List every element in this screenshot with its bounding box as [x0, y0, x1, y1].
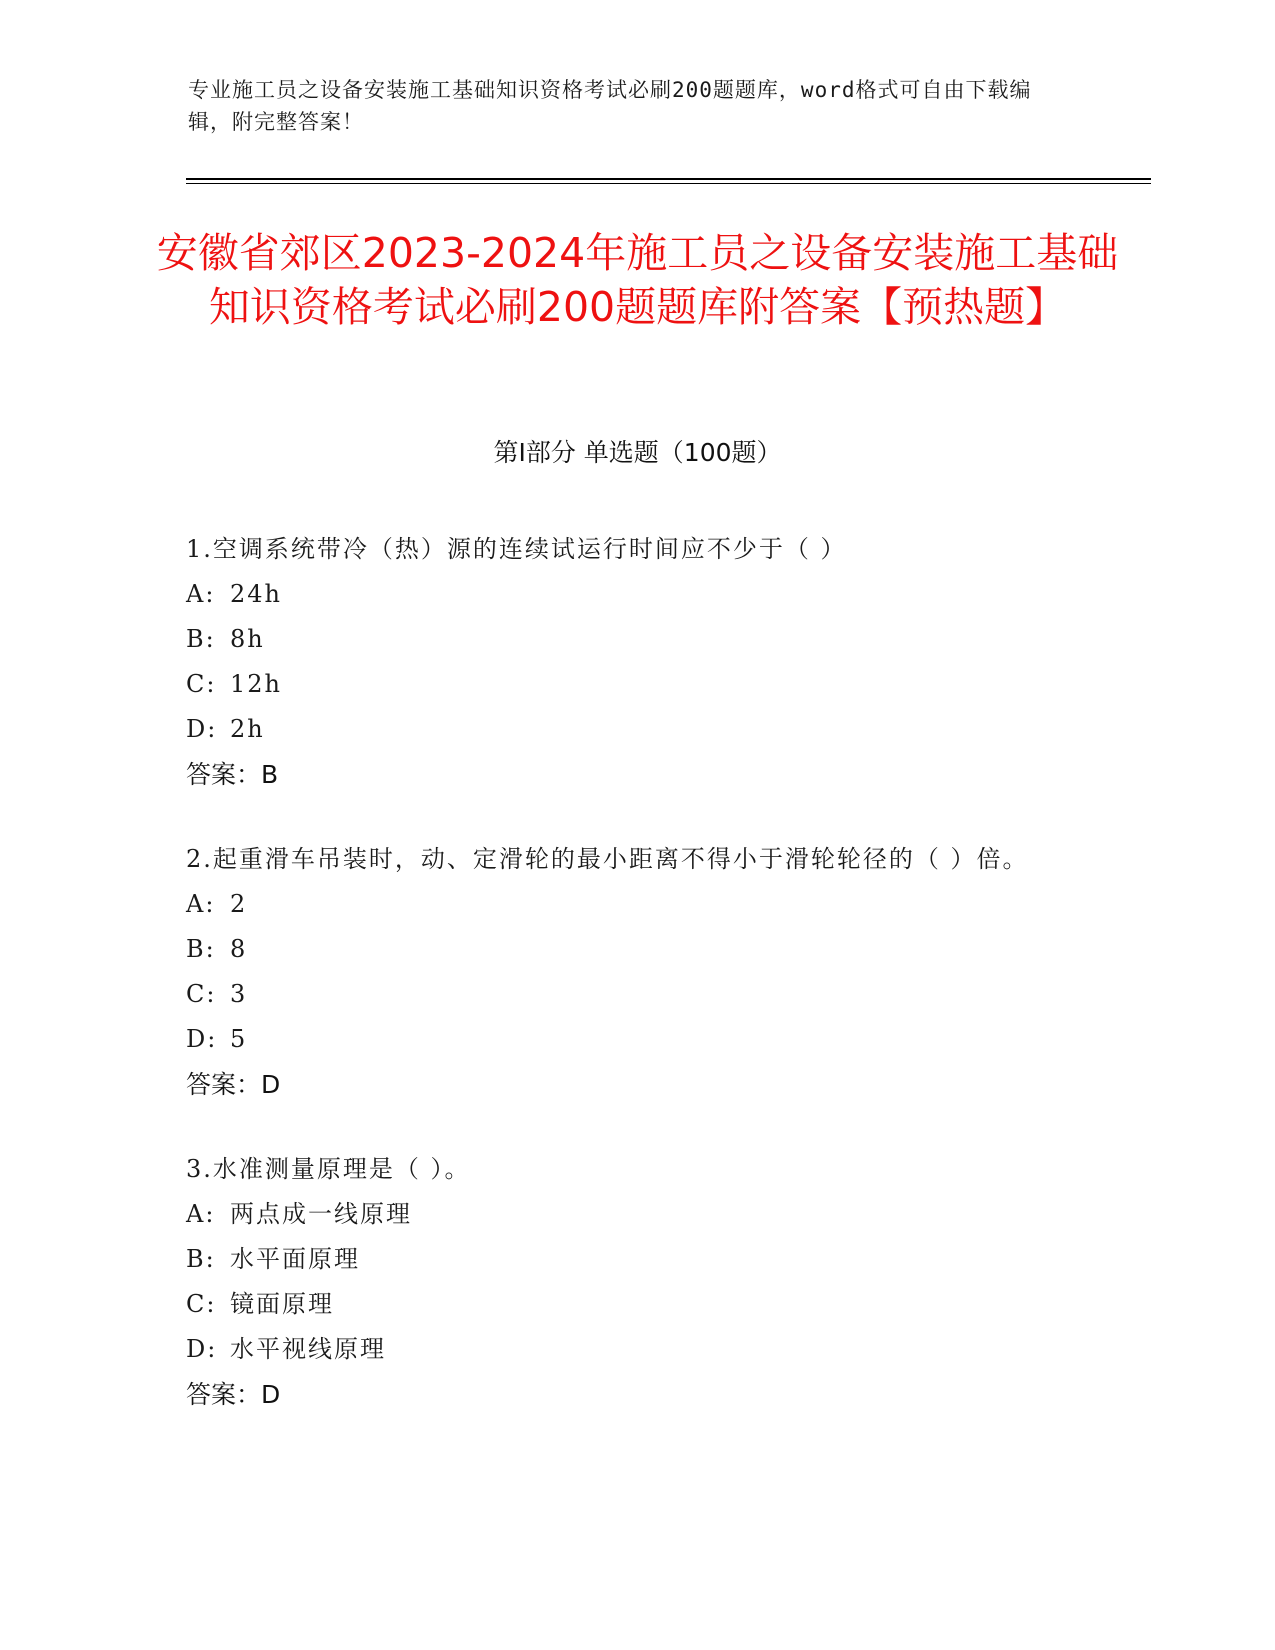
option-text: 5: [230, 1025, 248, 1053]
question-stem: 2.起重滑车吊装时，动、定滑轮的最小距离不得小于滑轮轮径的（ ）倍。: [186, 845, 1029, 873]
option-text: 水平面原理: [230, 1245, 360, 1273]
document-title: 安徽省郊区2023-2024年施工员之设备安装施工基础知识资格考试必刷200题题库附答案【预热题】: [156, 229, 1119, 331]
option-text: 3: [230, 980, 248, 1008]
option-text: 两点成一线原理: [230, 1200, 412, 1228]
option-key: D:: [186, 1335, 218, 1363]
option-d: [186, 1017, 1086, 1062]
option-text: 镜面原理: [230, 1290, 334, 1318]
option-text: 水平视线原理: [230, 1335, 386, 1363]
answer: 答案：B: [186, 760, 279, 789]
option-key: D:: [186, 1025, 218, 1053]
option-key: A:: [186, 1200, 216, 1228]
question-1: [186, 526, 1086, 798]
question-stem: 1.空调系统带冷（热）源的连续试运行时间应不少于（ ）: [186, 535, 847, 563]
question-list: [186, 526, 1086, 1418]
option-b: [186, 1237, 1086, 1282]
question-2: [186, 836, 1086, 1108]
question-spacer: [186, 1108, 1086, 1146]
option-b: [186, 927, 1086, 972]
option-key: B:: [186, 625, 216, 653]
option-key: B:: [186, 935, 216, 963]
option-text: 2: [230, 890, 248, 918]
option-c: [186, 1282, 1086, 1327]
option-b: [186, 617, 1086, 662]
section-title: 第I部分 单选题（100题）: [493, 438, 782, 467]
header-divider-thick: [186, 178, 1151, 180]
header-note: 专业施工员之设备安装施工基础知识资格考试必刷200题题库，word格式可自由下载编辑，附完整答案！: [188, 78, 1032, 134]
option-text: 2h: [230, 715, 265, 743]
option-a: [186, 882, 1086, 927]
question-spacer: [186, 798, 1086, 836]
option-text: 24h: [230, 580, 282, 608]
option-c: [186, 972, 1086, 1017]
option-d: [186, 707, 1086, 752]
option-a: [186, 572, 1086, 617]
option-text: 8h: [230, 625, 265, 653]
option-key: A:: [186, 890, 216, 918]
option-key: A:: [186, 580, 216, 608]
answer: 答案：D: [186, 1380, 281, 1409]
option-key: C:: [186, 1290, 217, 1318]
option-c: [186, 662, 1086, 707]
option-key: D:: [186, 715, 218, 743]
question-stem: 3.水准测量原理是（ ）。: [186, 1155, 471, 1183]
option-key: C:: [186, 670, 217, 698]
option-text: 12h: [230, 670, 282, 698]
option-key: C:: [186, 980, 217, 1008]
question-3: [186, 1146, 1086, 1418]
answer: 答案：D: [186, 1070, 281, 1099]
option-a: [186, 1192, 1086, 1237]
option-d: [186, 1327, 1086, 1372]
option-key: B:: [186, 1245, 216, 1273]
header-divider-thin: [186, 183, 1151, 184]
option-text: 8: [230, 935, 248, 963]
